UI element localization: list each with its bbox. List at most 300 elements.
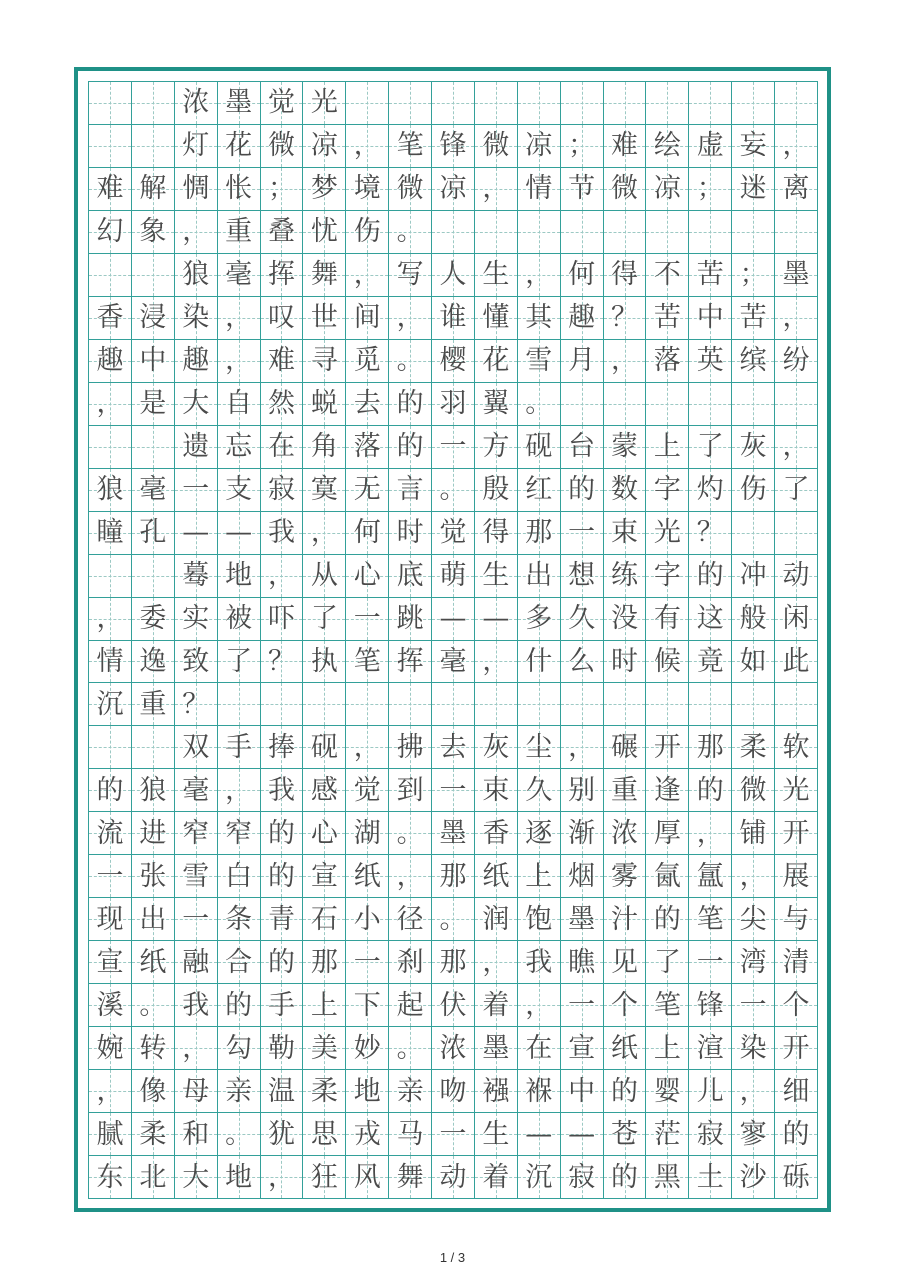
grid-cell [775,769,818,812]
grid-cell [261,1113,304,1156]
grid-cell [218,254,261,297]
grid-character: 蒙 [611,431,639,463]
grid-cell [132,340,175,383]
grid-character: 多 [525,603,553,635]
grid-cell [689,297,732,340]
grid-cell [732,383,775,426]
grid-character: 狼 [96,474,124,506]
grid-cell [218,340,261,383]
grid-cell [646,641,689,684]
grid-cell [389,1027,432,1070]
grid-character: ？ [267,645,295,677]
grid-cell [132,1156,175,1199]
grid-character: 上 [653,1032,681,1064]
grid-character: 双 [182,731,210,763]
grid-character: 吓 [267,603,295,635]
grid-cell [132,211,175,254]
grid-character: 的 [267,817,295,849]
grid-cell [389,426,432,469]
grid-character: 个 [782,989,810,1021]
grid-cell [561,469,604,512]
grid-cell [218,984,261,1027]
grid-cell [175,598,218,641]
grid-cell [732,469,775,512]
grid-cell [732,555,775,598]
grid-character: 微 [267,130,295,162]
grid-cell [432,941,475,984]
grid-character: 土 [696,1161,724,1193]
grid-cell [389,812,432,855]
grid-cell [218,297,261,340]
grid-cell [475,340,518,383]
grid-character: 墨 [225,87,253,119]
grid-cell [518,297,561,340]
grid-character: 雪 [182,860,210,892]
grid-character: 渲 [696,1032,724,1064]
grid-character: 练 [611,560,639,592]
grid-cell [732,1113,775,1156]
grid-character: 逢 [653,774,681,806]
grid-cell [518,340,561,383]
grid-character: 凉 [653,173,681,205]
grid-cell [432,812,475,855]
grid-cell [389,1113,432,1156]
grid-character: ； [696,173,724,205]
grid-character: 那 [525,517,553,549]
grid-character: 微 [482,130,510,162]
grid-cell [303,769,346,812]
grid-cell [89,855,132,898]
grid-character: 墨 [482,1032,510,1064]
grid-cell [604,383,647,426]
grid-cell [346,1156,389,1199]
grid-cell [518,1113,561,1156]
grid-character: 候 [653,645,681,677]
grid-cell [89,297,132,340]
grid-cell [604,254,647,297]
grid-character: 勒 [267,1032,295,1064]
grid-character: 美 [310,1032,338,1064]
grid-character: 闲 [782,603,810,635]
grid-character: — [525,1118,553,1150]
grid-character: 软 [782,731,810,763]
grid-cell [475,555,518,598]
grid-cell [175,1027,218,1070]
grid-cell [432,297,475,340]
grid-character: 上 [525,860,553,892]
grid-cell [518,254,561,297]
grid-character: 柔 [310,1075,338,1107]
grid-character: 然 [267,388,295,420]
grid-cell [89,426,132,469]
grid-character: 宣 [310,860,338,892]
grid-cell [346,984,389,1027]
grid-character: 窄 [182,817,210,849]
grid-cell [604,898,647,941]
grid-cell [432,683,475,726]
grid-cell [89,1156,132,1199]
grid-cell [646,469,689,512]
grid-cell [561,1070,604,1113]
grid-cell [604,941,647,984]
grid-character: 清 [782,946,810,978]
grid-cell [561,426,604,469]
grid-cell [604,211,647,254]
grid-character: 一 [439,1118,467,1150]
grid-character: 动 [782,560,810,592]
grid-character: 一 [568,989,596,1021]
grid-cell [218,168,261,211]
grid-character: 纸 [611,1032,639,1064]
grid-cell [261,469,304,512]
grid-cell [303,641,346,684]
grid-character: 趣 [182,345,210,377]
grid-character: 宣 [96,946,124,978]
grid-cell [346,1027,389,1070]
grid-cell [303,512,346,555]
grid-character: ， [525,259,553,291]
grid-character: ， [396,860,424,892]
grid-cell [475,898,518,941]
grid-character: 砚 [310,731,338,763]
grid-character: 蓦 [182,560,210,592]
grid-cell [775,555,818,598]
grid-cell [132,855,175,898]
grid-cell [646,168,689,211]
grid-cell [218,555,261,598]
grid-character: 的 [396,388,424,420]
grid-cell [261,812,304,855]
grid-character: 瞧 [568,946,596,978]
grid-cell [389,898,432,941]
grid-cell [689,1113,732,1156]
grid-cell [475,254,518,297]
grid-character: 窄 [225,817,253,849]
grid-cell [432,1027,475,1070]
grid-cell [175,512,218,555]
grid-character: 一 [182,474,210,506]
grid-cell [604,598,647,641]
grid-cell [475,598,518,641]
grid-character: 润 [482,903,510,935]
grid-character: 舞 [310,259,338,291]
grid-cell [346,855,389,898]
grid-character: 久 [525,774,553,806]
grid-cell [518,941,561,984]
grid-cell [732,254,775,297]
grid-character: 觉 [267,87,295,119]
grid-cell [732,340,775,383]
grid-character: 捧 [267,731,295,763]
grid-character: 么 [568,645,596,677]
grid-cell [432,512,475,555]
grid-character: 凉 [439,173,467,205]
grid-cell [561,82,604,125]
grid-cell [261,340,304,383]
grid-character: 。 [396,1032,424,1064]
grid-character: ， [225,302,253,334]
grid-cell [261,512,304,555]
grid-cell [646,82,689,125]
grid-cell [346,426,389,469]
grid-cell [775,168,818,211]
grid-cell [518,469,561,512]
grid-cell [775,383,818,426]
grid-character: 别 [568,774,596,806]
grid-cell [475,1070,518,1113]
grid-character: 笔 [396,130,424,162]
grid-cell [475,383,518,426]
grid-character: 的 [568,474,596,506]
grid-cell [475,1113,518,1156]
grid-character: 开 [653,731,681,763]
grid-cell [175,555,218,598]
grid-cell [604,984,647,1027]
grid-cell [261,1027,304,1070]
grid-cell [175,812,218,855]
grid-character: 寂 [568,1161,596,1193]
grid-cell [432,426,475,469]
grid-cell [475,125,518,168]
grid-character: 笔 [353,645,381,677]
grid-cell [432,1113,475,1156]
grid-cell [218,1070,261,1113]
grid-cell [89,812,132,855]
grid-character: 惆 [182,173,210,205]
grid-cell [689,383,732,426]
grid-cell [175,683,218,726]
grid-character: ， [353,130,381,162]
grid-cell [561,168,604,211]
grid-character: 纸 [482,860,510,892]
grid-cell [475,984,518,1027]
grid-character: 写 [396,259,424,291]
grid-character: 世 [310,302,338,334]
grid-character: 黑 [653,1161,681,1193]
grid-cell [475,855,518,898]
grid-character: 象 [139,216,167,248]
grid-character: 自 [225,388,253,420]
grid-character: 生 [482,560,510,592]
grid-cell [561,1027,604,1070]
grid-character: 觅 [353,345,381,377]
grid-cell [689,555,732,598]
grid-character: 勾 [225,1032,253,1064]
grid-cell [132,82,175,125]
grid-cell [604,512,647,555]
grid-cell [303,211,346,254]
grid-cell [346,898,389,941]
grid-character: 起 [396,989,424,1021]
grid-cell [261,426,304,469]
grid-character: 伏 [439,989,467,1021]
grid-character: 出 [139,903,167,935]
grid-cell [261,769,304,812]
grid-cell [475,941,518,984]
grid-character: 我 [267,517,295,549]
grid-character: 染 [739,1032,767,1064]
grid-character: 狼 [182,259,210,291]
grid-cell [604,340,647,383]
grid-cell [732,726,775,769]
grid-character: 浓 [439,1032,467,1064]
grid-cell [132,984,175,1027]
grid-cell [175,726,218,769]
grid-character: 委 [139,603,167,635]
grid-cell [432,211,475,254]
grid-cell [689,211,732,254]
grid-cell [604,125,647,168]
grid-cell [432,82,475,125]
grid-character: 的 [267,860,295,892]
grid-cell [646,1156,689,1199]
grid-character: 从 [310,560,338,592]
grid-character: 条 [225,903,253,935]
grid-cell [346,726,389,769]
grid-character: 的 [611,1075,639,1107]
grid-character: 手 [225,731,253,763]
grid-cell [561,812,604,855]
grid-cell [689,598,732,641]
grid-cell [303,1156,346,1199]
grid-cell [518,812,561,855]
grid-cell [518,512,561,555]
grid-cell [132,683,175,726]
grid-cell [732,898,775,941]
grid-cell [89,984,132,1027]
grid-character: 马 [396,1118,424,1150]
grid-character: 趣 [568,302,596,334]
grid-cell [346,683,389,726]
grid-cell [89,726,132,769]
grid-cell [175,297,218,340]
grid-character: 的 [225,989,253,1021]
grid-character: 柔 [139,1118,167,1150]
grid-character: 叹 [267,302,295,334]
grid-character: 节 [568,173,596,205]
grid-character: — [439,603,467,635]
grid-character: 北 [139,1161,167,1193]
grid-cell [389,469,432,512]
grid-character: 手 [267,989,295,1021]
grid-cell [646,512,689,555]
grid-cell [218,1027,261,1070]
grid-character: 在 [525,1032,553,1064]
grid-character: 狼 [139,774,167,806]
grid-character: 。 [396,817,424,849]
grid-character: 毫 [439,645,467,677]
grid-character: 母 [182,1075,210,1107]
grid-cell [475,726,518,769]
grid-cell [475,1027,518,1070]
grid-character: 汁 [611,903,639,935]
grid-character: 难 [96,173,124,205]
grid-character: 凉 [525,130,553,162]
grid-character: 支 [225,474,253,506]
grid-character: 生 [482,259,510,291]
grid-cell [132,383,175,426]
grid-cell [261,726,304,769]
grid-cell [475,297,518,340]
grid-cell [732,683,775,726]
grid-cell [775,1156,818,1199]
grid-cell [432,1156,475,1199]
grid-cell [646,598,689,641]
grid-cell [89,1070,132,1113]
grid-cell [132,1070,175,1113]
grid-cell [775,855,818,898]
grid-cell [89,898,132,941]
grid-character: 谁 [439,302,467,334]
grid-character: 浓 [611,817,639,849]
grid-character: 中 [696,302,724,334]
grid-character: 张 [139,860,167,892]
grid-cell [175,1156,218,1199]
grid-character: 刹 [396,946,424,978]
grid-character: 那 [310,946,338,978]
grid-character: 得 [611,259,639,291]
grid-cell [261,941,304,984]
grid-cell [218,383,261,426]
grid-character: 光 [310,87,338,119]
grid-cell [475,512,518,555]
grid-character: 柔 [739,731,767,763]
grid-cell [689,469,732,512]
grid-cell [175,469,218,512]
grid-cell [689,812,732,855]
grid-character: 微 [396,173,424,205]
grid-character: 光 [653,517,681,549]
grid-character: 忧 [310,216,338,248]
grid-character: 上 [310,989,338,1021]
grid-character: 翼 [482,388,510,420]
grid-character: 儿 [696,1075,724,1107]
grid-character: 着 [482,989,510,1021]
grid-cell [561,855,604,898]
grid-cell [732,1156,775,1199]
grid-character: 苦 [653,302,681,334]
grid-cell [475,211,518,254]
grid-cell [775,898,818,941]
grid-cell [518,1027,561,1070]
grid-character: 想 [568,560,596,592]
grid-cell [561,1156,604,1199]
grid-cell [646,898,689,941]
grid-character: 婴 [653,1075,681,1107]
grid-cell [775,297,818,340]
grid-character: 现 [96,903,124,935]
grid-character: 一 [696,946,724,978]
grid-character: 台 [568,431,596,463]
grid-cell [346,555,389,598]
grid-cell [389,125,432,168]
grid-character: 在 [267,431,295,463]
grid-cell [132,254,175,297]
grid-character: 妙 [353,1032,381,1064]
grid-cell [346,1070,389,1113]
grid-character: 纸 [139,946,167,978]
grid-character: 一 [353,603,381,635]
grid-cell [389,598,432,641]
grid-cell [218,125,261,168]
grid-cell [775,726,818,769]
grid-cell [346,211,389,254]
grid-cell [175,769,218,812]
grid-cell [518,855,561,898]
grid-cell [561,383,604,426]
grid-character: 角 [310,431,338,463]
grid-cell [604,683,647,726]
